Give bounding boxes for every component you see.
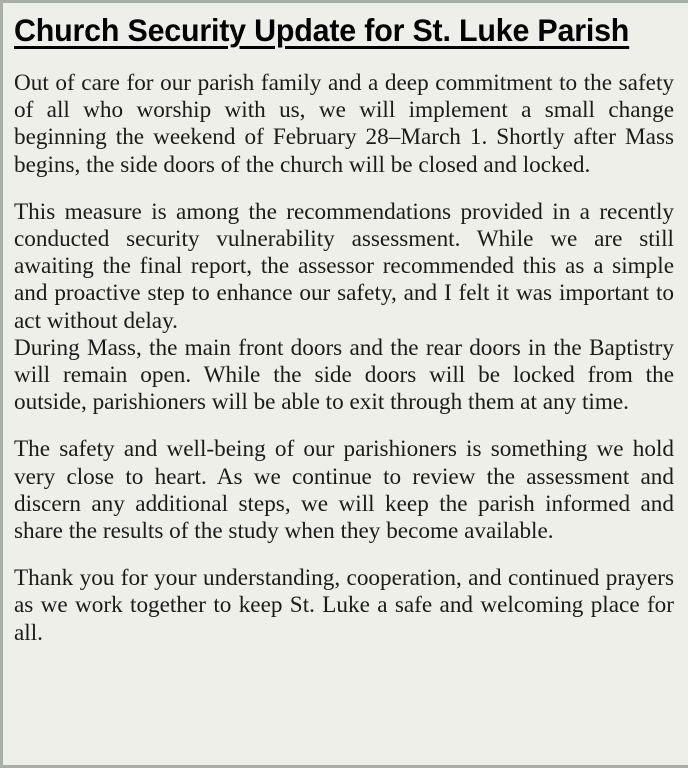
paragraph-thanks: Thank you for your understanding, cooperation, and continued prayers as we work together to keep St. Luke a safe and welcoming place for all. bbox=[14, 565, 674, 646]
page-title: Church Security Update for St. Luke Parish bbox=[14, 12, 630, 48]
paragraph-safety: The safety and well-being of our parishioners is something we hold very close to heart. As we continue to review the assessment and discern any additional steps, we will keep the parish informed and share the results of the study when they become available. bbox=[14, 436, 674, 545]
paragraph-intro: Out of care for our parish family and a deep commitment to the safety of all who worship with us, we will implement a small change beginning the weekend of February 28–March 1. Shortly after Mass begins, the side doors of the church will be closed and locked. bbox=[14, 70, 674, 178]
notice-body bbox=[10, 70, 674, 647]
paragraph-doors: During Mass, the main front doors and the rear doors in the Baptistry will remain open. While the side doors will be locked from the outside, parishioners will be able to exit through them at any time. bbox=[14, 334, 674, 416]
paragraph-assessment: This measure is among the recommendations provided in a recently conducted security vulnerability assessment. While we are still awaiting the final report, the assessor recommended this as a simple and proactive step to enhance our safety, and I felt it was important to act without delay. bbox=[14, 198, 674, 334]
